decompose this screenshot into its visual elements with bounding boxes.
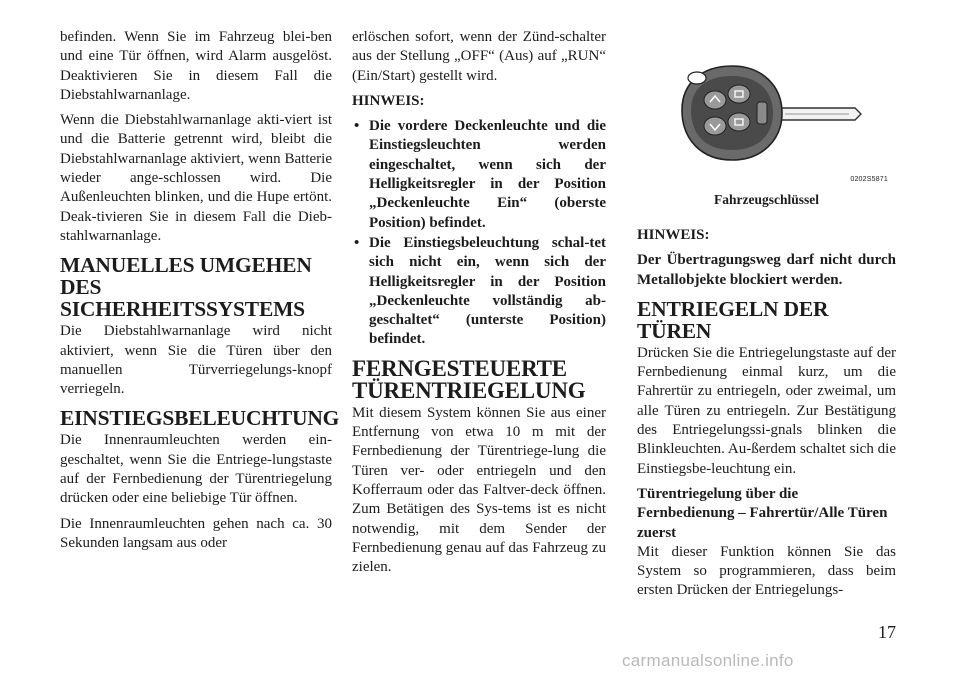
- watermark: carmanualsonline.info: [622, 651, 794, 670]
- note-text: Der Übertragungsweg darf nicht durch Metallobjekte blockiert werden.: [637, 252, 896, 288]
- column-right: [637, 28, 896, 607]
- key-fob-figure: [637, 28, 896, 218]
- paragraph: Die Diebstahlwarnanlage wird nicht aktiviert, wenn Sie die Türen über den manuellen Türverriegelungs-knopf verriegeln.: [60, 323, 332, 398]
- page-number: 17: [878, 622, 896, 642]
- heading-remote-entry: FERNGESTEUERTE TÜRENTRIEGELUNG: [352, 355, 586, 403]
- paragraph: Drücken Sie die Entriegelungstaste auf der Fernbedienung einmal kurz, um die Fahrertür zu entriegeln, oder zweimal, um alle Türen zu entriegeln. Zur Bestätigung des Entriegelungssi-gnals blinken die Blinkleuchten. Au-ßerdem schaltet sich die Einstiegsbe-leuchtung ein.: [637, 344, 896, 477]
- note-item: • Die vordere Deckenleuchte und die Einstiegsleuchten werden eingeschaltet, wenn sich der Helligkeitsregler in der Position „Deckenleuchte Ein“ (oberste Position) befindet.: [352, 117, 606, 233]
- heading-entry-lighting: EINSTIEGSBELEUCHTUNG: [60, 406, 340, 431]
- note-item: • Die Einstiegsbeleuchtung schal-tet sich nicht ein, wenn sich der Helligkeitsregler in der Position „Deckenleuchte vollständig ab-geschaltet“ (unterste Position) befindet.: [352, 234, 606, 350]
- heading-manual-bypass: MANUELLES UMGEHEN DES SICHERHEITSSYSTEMS: [60, 253, 312, 322]
- paragraph: befinden. Wenn Sie im Fahrzeug blei-ben und eine Tür öffnen, wird Alarm ausgelöst. Deaktivieren Sie in diesem Fall die Diebstahlwarnanlage.: [60, 29, 332, 103]
- column-left: [60, 28, 340, 559]
- key-fob-icon: [677, 58, 867, 173]
- figure-code: 0202S5871: [850, 176, 888, 183]
- subheading-remote-unlock: Türentriegelung über die Fernbedienung – Fahrertür/Alle Türen zuerst: [637, 485, 888, 541]
- paragraph: erlöschen sofort, wenn der Zünd-schalter aus der Stellung „OFF“ (Aus) auf „RUN“ (Ein/Start) gestellt wird.: [352, 29, 606, 84]
- note-list: [352, 117, 606, 350]
- heading-unlock-doors: ENTRIEGELN DER TÜREN: [637, 296, 829, 343]
- paragraph: Mit dieser Funktion können Sie das System so programmieren, dass beim ersten Drücken der Entriegelungs-: [637, 543, 896, 599]
- figure-caption: Fahrzeugschlüssel: [713, 192, 819, 207]
- paragraph: Die Innenraumleuchten werden ein-geschaltet, wenn Sie die Entriege-lungstaste auf der Fernbedienung der Türentriegelung drücken oder eine beliebige Tür öffnen.: [60, 432, 332, 507]
- note-label: HINWEIS:: [637, 227, 710, 243]
- paragraph: Mit diesem System können Sie aus einer Entfernung von etwa 10 m mit der Fernbedienung der Türentriege-lung die Türen ver- oder entriegeln und den Kofferraum oder das Faltver-deck öffnen. Zum Betätigen des Sys-tems ist es nicht notwendig, mit dem Sender der Fernbedienung genau auf das Fahrzeug zu zielen.: [352, 404, 606, 576]
- column-middle: [352, 28, 606, 583]
- paragraph: Wenn die Diebstahlwarnanlage akti-viert ist und die Batterie getrennt wird, bleibt die Diebstahlwarnanlage aktiviert, wenn Batterie wieder ange-schlossen wird. Die Außenleuchten blinken, und die Hupe ertönt. Deak-tivieren Sie in diesem Fall die Dieb-stahlwarnanlage.: [60, 112, 332, 244]
- paragraph: Die Innenraumleuchten gehen nach ca. 30 Sekunden langsam aus oder: [60, 515, 332, 551]
- note-label: HINWEIS:: [352, 92, 425, 109]
